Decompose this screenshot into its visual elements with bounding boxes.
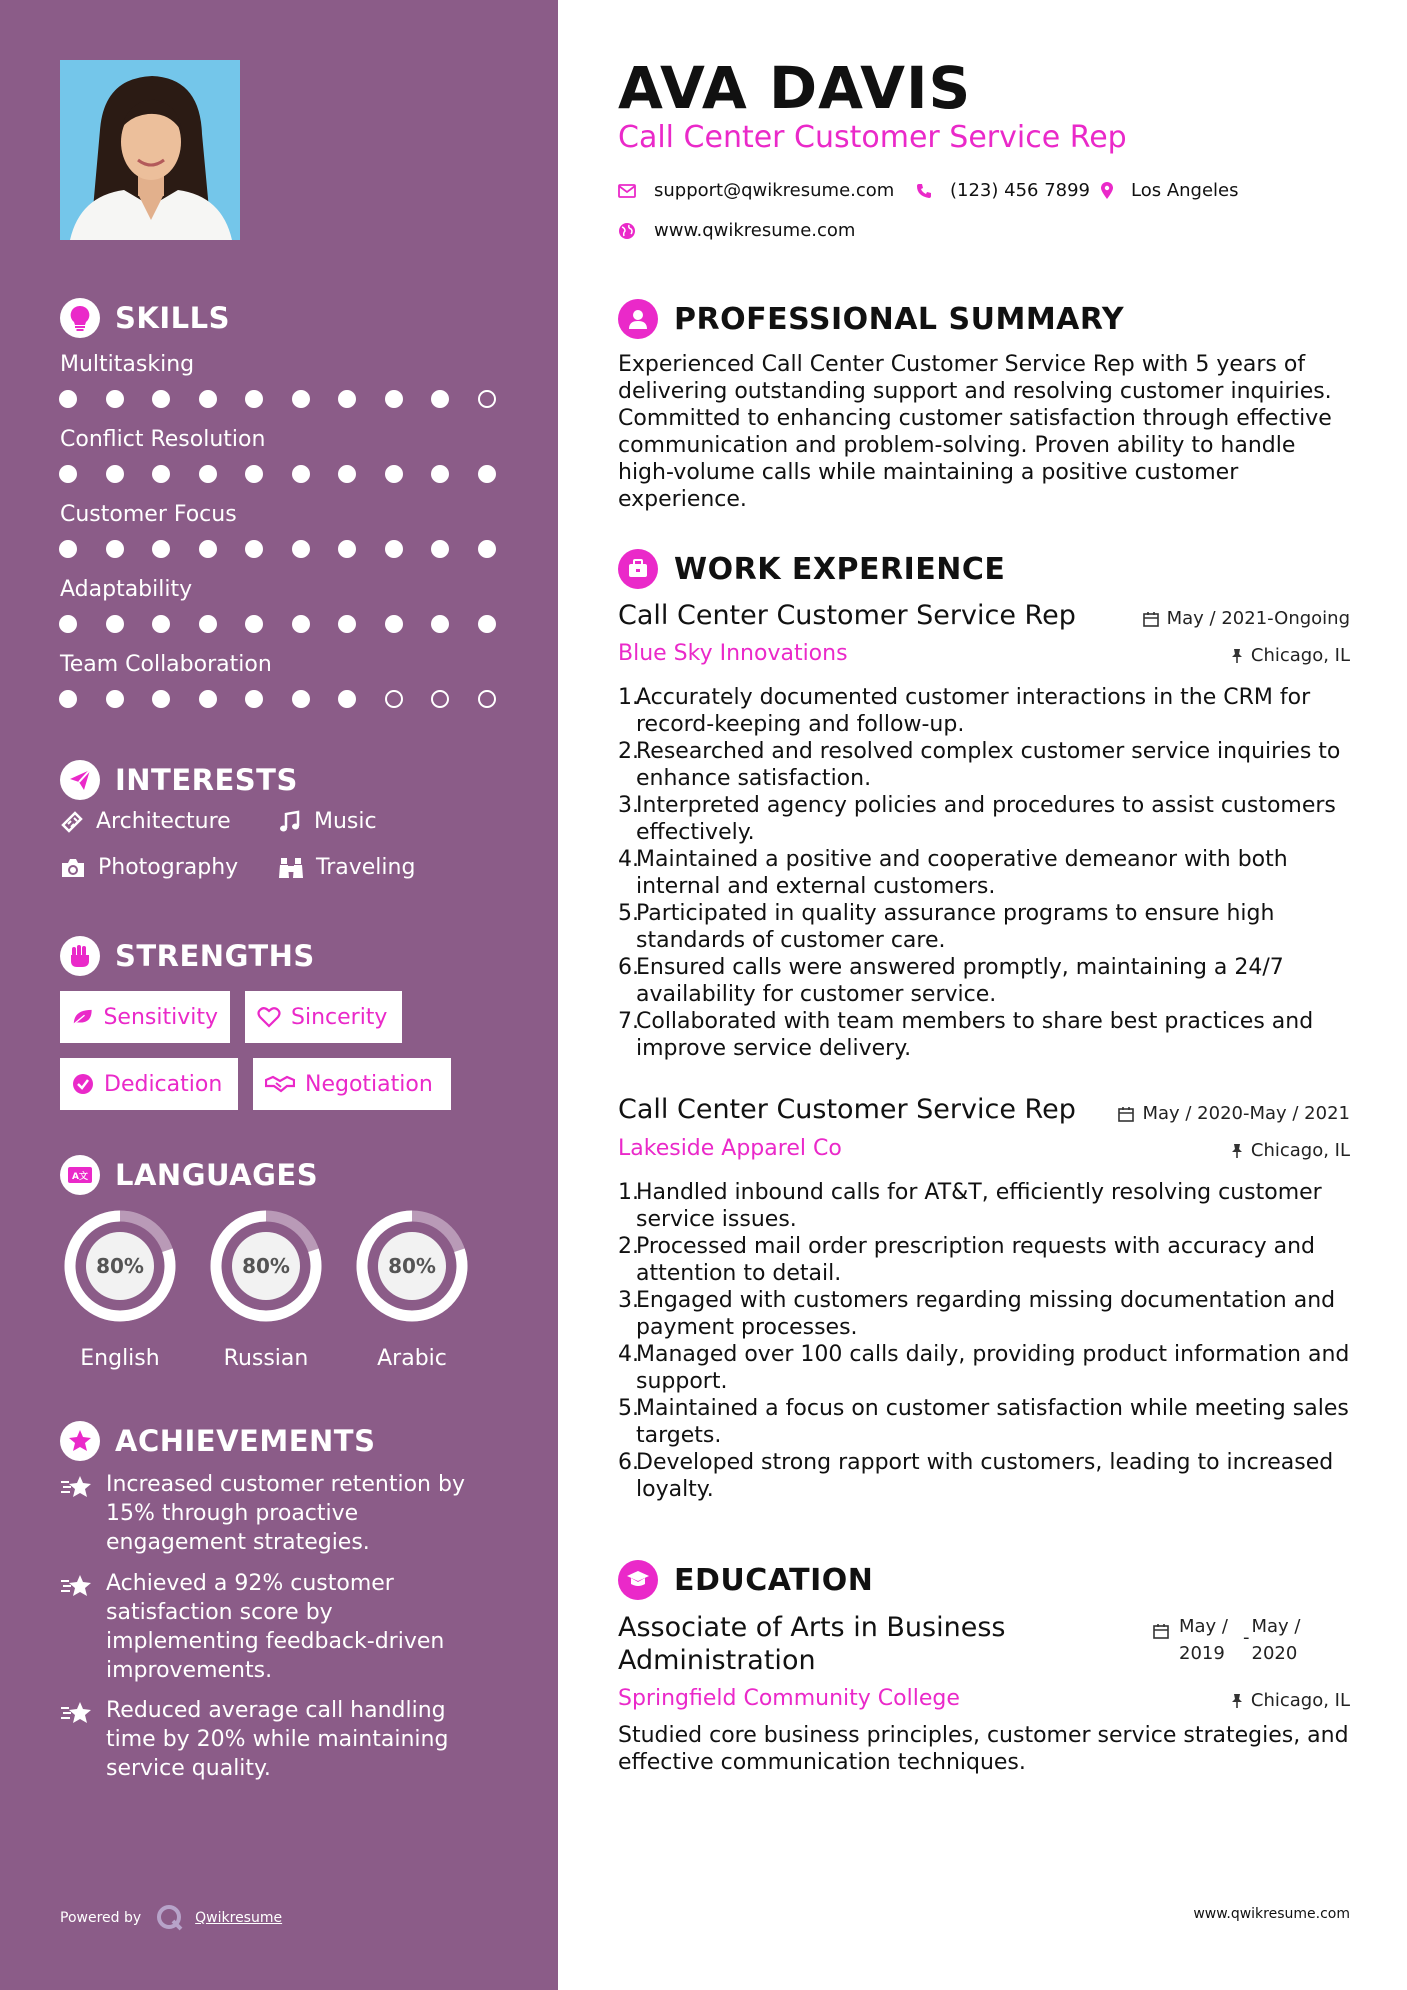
rating-dot-filled xyxy=(478,615,496,633)
skill-name: Customer Focus xyxy=(60,502,237,527)
achievement-text: Increased customer retention by 15% through proactive engagement strategies. xyxy=(106,1472,465,1555)
rating-dot-filled xyxy=(59,690,77,708)
language-russian xyxy=(205,1205,327,1371)
language-percent: 80% xyxy=(242,1254,290,1278)
skill-name: Conflict Resolution xyxy=(60,427,266,452)
shooting-star-icon xyxy=(60,1696,94,1783)
job-bullet: 5. Participated in quality assurance programs to ensure high standards of customer care. xyxy=(618,901,1275,953)
interests-heading: INTERESTS xyxy=(60,760,298,800)
heart-icon xyxy=(257,1006,281,1028)
job-bullet: 3. Interpreted agency policies and procedures to assist customers effectively. xyxy=(618,793,1336,845)
education-description: Studied core business principles, customer service strategies, and effective communication techniques. xyxy=(618,1723,1349,1775)
rating-dot-filled xyxy=(292,615,310,633)
rating-dot-filled xyxy=(431,465,449,483)
rating-dot-filled xyxy=(106,690,124,708)
job-bullet: 2. Researched and resolved complex customer service inquiries to enhance satisfaction. xyxy=(618,739,1341,791)
rating-dot-empty xyxy=(478,390,496,408)
rating-dot-filled xyxy=(338,690,356,708)
rating-dot-empty xyxy=(478,690,496,708)
rating-dot-filled xyxy=(152,690,170,708)
language-percent: 80% xyxy=(96,1254,144,1278)
job-bullet: 2. Processed mail order prescription requests with accuracy and attention to detail. xyxy=(618,1234,1316,1286)
rating-dot-filled xyxy=(59,465,77,483)
achievement-text: Achieved a 92% customer satisfaction score by implementing feedback-driven improvements. xyxy=(106,1571,445,1683)
job-bullet: 1. Accurately documented customer interactions in the CRM for record-keeping and follow-up. xyxy=(618,685,1311,737)
job-dates: May / 2021-Ongoing xyxy=(1143,608,1350,629)
language-progress-ring xyxy=(59,1205,181,1327)
map-pin-icon xyxy=(1101,182,1113,200)
rating-dot-filled xyxy=(152,390,170,408)
skill-rating xyxy=(59,690,524,708)
main-content xyxy=(558,0,1407,1990)
interest-photography: Photography xyxy=(60,855,238,880)
skill-rating xyxy=(59,390,524,408)
skill-rating xyxy=(59,465,524,483)
job-title: Call Center Customer Service Rep xyxy=(618,600,1076,631)
achievements-heading: ACHIEVEMENTS xyxy=(60,1421,375,1461)
calendar-icon xyxy=(1143,611,1159,627)
lightbulb-icon xyxy=(60,298,100,338)
rating-dot-filled xyxy=(431,540,449,558)
job-bullet: 4. Maintained a positive and cooperative demeanor with both internal and external customers. xyxy=(618,847,1288,899)
language-name: English xyxy=(80,1346,160,1371)
powered-by: Powered by Qwikresume xyxy=(60,1903,282,1933)
rating-dot-filled xyxy=(385,390,403,408)
language-icon xyxy=(60,1155,100,1195)
job-bullet: 6. Developed strong rapport with customers, leading to increased loyalty. xyxy=(618,1450,1334,1502)
rating-dot-filled xyxy=(59,615,77,633)
rating-dot-filled xyxy=(292,690,310,708)
language-progress-ring xyxy=(205,1205,327,1327)
achievement-text: Reduced average call handling time by 20% while maintaining service quality. xyxy=(106,1698,449,1781)
footer-url[interactable]: www.qwikresume.com xyxy=(1193,1906,1350,1922)
education-dates: May / 2019 - May / 2020 xyxy=(1153,1613,1310,1667)
qwikresume-logo-icon xyxy=(155,1903,185,1933)
job-bullet: 4. Managed over 100 calls daily, providing product information and support. xyxy=(618,1342,1350,1394)
rating-dot-filled xyxy=(338,390,356,408)
briefcase-icon xyxy=(618,549,658,589)
phone-icon xyxy=(916,183,932,199)
rating-dot-filled xyxy=(199,690,217,708)
globe-icon xyxy=(618,222,636,240)
rating-dot-filled xyxy=(292,540,310,558)
education-heading: EDUCATION xyxy=(618,1560,873,1600)
rating-dot-filled xyxy=(199,465,217,483)
pushpin-icon xyxy=(1231,1693,1243,1709)
rating-dot-filled xyxy=(106,465,124,483)
summary-text: Experienced Call Center Customer Service Rep with 5 years of delivering outstanding support and resolving customer inquiries. Committed to enhancing customer satisfaction through effective communication and problem-solving. Proven ability to handle high-volume calls while maintaining a positive customer experience. xyxy=(618,352,1332,512)
job-location: Chicago, IL xyxy=(1231,1140,1350,1161)
rating-dot-filled xyxy=(478,540,496,558)
rating-dot-filled xyxy=(245,465,263,483)
rating-dot-filled xyxy=(199,540,217,558)
strengths-heading: STRENGTHS xyxy=(60,936,315,976)
job-dates: May / 2020-May / 2021 xyxy=(1118,1103,1350,1124)
language-name: Arabic xyxy=(377,1346,447,1371)
contact-phone: (123) 456 7899 xyxy=(916,180,1090,201)
strength-badge: Sensitivity xyxy=(60,991,230,1043)
rating-dot-filled xyxy=(106,615,124,633)
rating-dot-filled xyxy=(152,465,170,483)
music-icon xyxy=(278,810,302,834)
rating-dot-filled xyxy=(292,390,310,408)
shooting-star-icon xyxy=(60,1569,94,1685)
skills-heading: SKILLS xyxy=(60,298,230,338)
skill-name: Multitasking xyxy=(60,352,195,377)
job-company: Lakeside Apparel Co xyxy=(618,1136,842,1161)
rating-dot-filled xyxy=(152,615,170,633)
job-bullets xyxy=(618,684,1368,1062)
language-name: Russian xyxy=(223,1346,309,1371)
job-bullet: 3. Engaged with customers regarding missing documentation and payment processes. xyxy=(618,1288,1336,1340)
job-bullet: 1. Handled inbound calls for AT&T, efficiently resolving customer service issues. xyxy=(618,1180,1322,1232)
rating-dot-filled xyxy=(106,540,124,558)
strength-badge: Dedication xyxy=(60,1058,238,1110)
svg-text:A文: A文 xyxy=(72,1172,88,1182)
rating-dot-filled xyxy=(152,540,170,558)
drafting-icon xyxy=(60,810,84,834)
handshake-icon xyxy=(265,1074,295,1094)
strength-badge: Sincerity xyxy=(245,991,402,1043)
binoculars-icon xyxy=(278,856,304,880)
rating-dot-filled xyxy=(199,390,217,408)
profile-photo xyxy=(60,60,240,240)
rating-dot-filled xyxy=(292,465,310,483)
interest-traveling: Traveling xyxy=(278,855,415,880)
rating-dot-empty xyxy=(431,690,449,708)
rating-dot-filled xyxy=(385,540,403,558)
rating-dot-filled xyxy=(245,540,263,558)
camera-icon xyxy=(60,856,86,880)
interest-architecture: Architecture xyxy=(60,809,231,834)
skill-rating xyxy=(59,540,524,558)
check-circle-icon xyxy=(72,1073,94,1095)
skill-name: Team Collaboration xyxy=(60,652,272,677)
job-bullet: 6. Ensured calls were answered promptly, maintaining a 24/7 availability for customer service. xyxy=(618,955,1284,1007)
pushpin-icon xyxy=(1231,648,1243,664)
sidebar xyxy=(0,0,558,1990)
rating-dot-filled xyxy=(478,465,496,483)
language-percent: 80% xyxy=(388,1254,436,1278)
job-bullet: 7. Collaborated with team members to share best practices and improve service delivery. xyxy=(618,1009,1314,1061)
rating-dot-filled xyxy=(385,465,403,483)
language-progress-ring xyxy=(351,1205,473,1327)
contact-location: Los Angeles xyxy=(1101,180,1239,201)
interest-music: Music xyxy=(278,809,377,834)
rating-dot-filled xyxy=(431,390,449,408)
achievement-item xyxy=(60,1569,486,1685)
calendar-icon xyxy=(1118,1106,1134,1122)
pushpin-icon xyxy=(1231,1143,1243,1159)
skill-name: Adaptability xyxy=(60,577,193,602)
candidate-title: Call Center Customer Service Rep xyxy=(618,120,1127,155)
job-location: Chicago, IL xyxy=(1231,645,1350,666)
rating-dot-filled xyxy=(199,615,217,633)
rating-dot-filled xyxy=(245,615,263,633)
job-bullets xyxy=(618,1179,1368,1503)
rating-dot-filled xyxy=(106,390,124,408)
shooting-star-icon xyxy=(60,1470,94,1557)
job-title: Call Center Customer Service Rep xyxy=(618,1094,1076,1125)
leaf-icon xyxy=(72,1007,93,1027)
paper-plane-icon xyxy=(60,760,100,800)
envelope-icon xyxy=(618,184,636,198)
rating-dot-filled xyxy=(338,465,356,483)
candidate-name: AVA DAVIS xyxy=(618,54,972,122)
job-bullet: 5. Maintained a focus on customer satisfaction while meeting sales targets. xyxy=(618,1396,1349,1448)
achievement-item xyxy=(60,1696,486,1783)
rating-dot-filled xyxy=(385,615,403,633)
skill-rating xyxy=(59,615,524,633)
brand-link[interactable]: Qwikresume xyxy=(195,1910,283,1926)
strength-badge: Negotiation xyxy=(253,1058,451,1110)
contact-website: www.qwikresume.com xyxy=(618,220,855,241)
rating-dot-filled xyxy=(431,615,449,633)
rating-dot-filled xyxy=(245,690,263,708)
star-badge-icon xyxy=(60,1421,100,1461)
rating-dot-filled xyxy=(338,540,356,558)
graduation-cap-icon xyxy=(618,1560,658,1600)
rating-dot-empty xyxy=(385,690,403,708)
job-company: Blue Sky Innovations xyxy=(618,641,848,666)
languages-heading: A文 LANGUAGES xyxy=(60,1155,318,1195)
achievement-item xyxy=(60,1470,486,1557)
degree-title: Associate of Arts in Business Administration xyxy=(618,1612,1006,1676)
summary-heading: PROFESSIONAL SUMMARY xyxy=(618,299,1124,339)
education-location: Chicago, IL xyxy=(1231,1690,1350,1711)
rating-dot-filled xyxy=(245,390,263,408)
rating-dot-filled xyxy=(59,540,77,558)
user-icon xyxy=(618,299,658,339)
contact-email: support@qwikresume.com xyxy=(618,180,894,201)
school-name: Springfield Community College xyxy=(618,1686,960,1711)
language-arabic xyxy=(351,1205,473,1371)
language-english xyxy=(59,1205,181,1371)
rating-dot-filled xyxy=(338,615,356,633)
experience-heading: WORK EXPERIENCE xyxy=(618,549,1005,589)
rating-dot-filled xyxy=(59,390,77,408)
calendar-icon xyxy=(1153,1623,1169,1639)
fist-icon xyxy=(60,936,100,976)
